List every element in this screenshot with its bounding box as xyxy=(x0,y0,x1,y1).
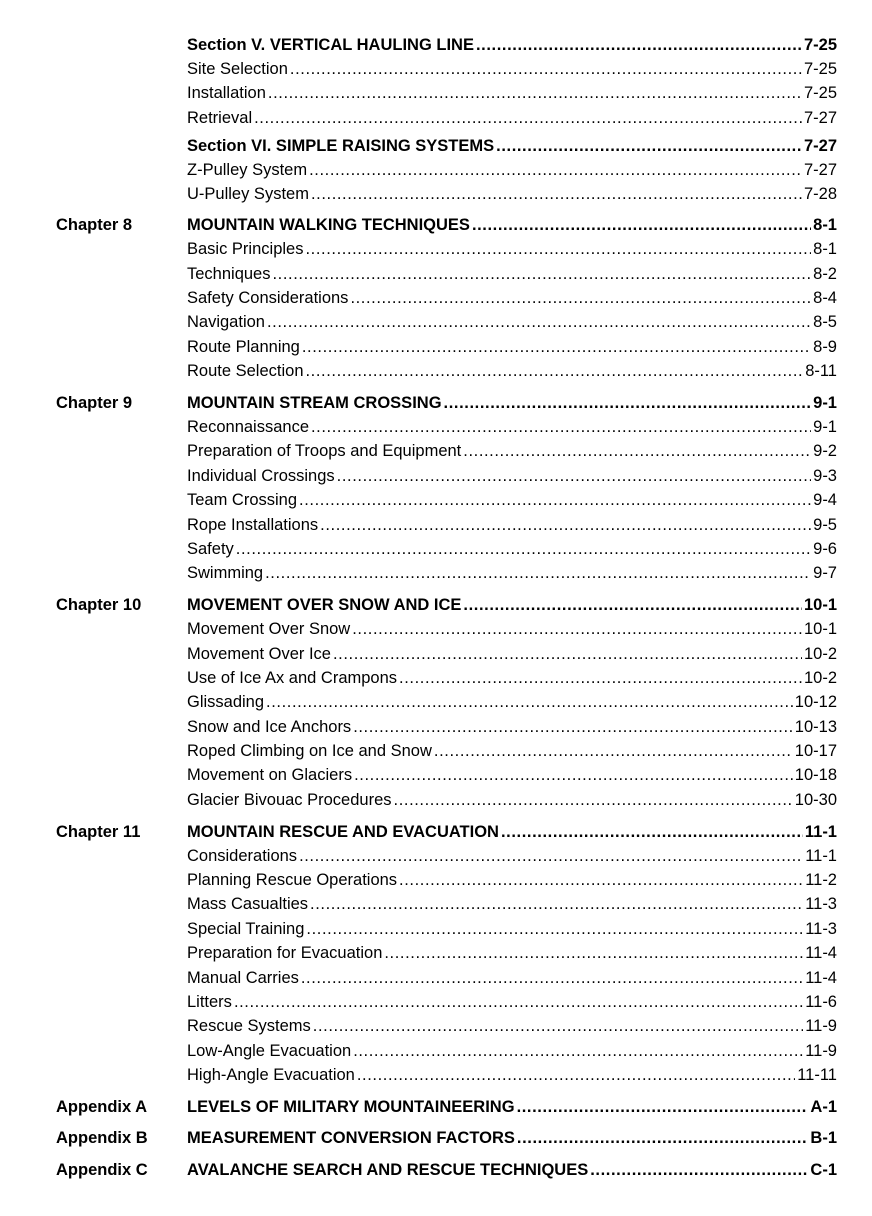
page-number: 7-27 xyxy=(803,109,837,127)
dot-leader xyxy=(265,561,811,585)
dot-leader xyxy=(272,262,811,286)
page-number: 10-1 xyxy=(803,620,837,638)
page-number: 9-3 xyxy=(813,467,837,485)
entry-title: Site Selection xyxy=(187,60,288,78)
toc-entry[interactable] xyxy=(187,106,837,130)
dot-leader xyxy=(268,81,802,105)
toc-row xyxy=(0,359,872,383)
chapter-label: Chapter 10 xyxy=(56,596,142,614)
page-number: 11-6 xyxy=(805,993,837,1011)
chapter-label: Appendix C xyxy=(56,1161,148,1179)
entry-title: Low-Angle Evacuation xyxy=(187,1042,352,1060)
page-number: 10-30 xyxy=(794,791,837,809)
entry-title: Snow and Ice Anchors xyxy=(187,718,352,736)
page-number: 9-2 xyxy=(813,442,837,460)
toc-entry[interactable] xyxy=(187,237,837,261)
entry-title: Retrieval xyxy=(187,109,253,127)
entry-title: Glacier Bivouac Procedures xyxy=(187,791,392,809)
entry-title: Reconnaissance xyxy=(187,418,309,436)
toc-entry[interactable] xyxy=(187,57,837,81)
page-number: 11-11 xyxy=(797,1066,837,1084)
entry-title: Z-Pulley System xyxy=(187,161,308,179)
toc-entry[interactable] xyxy=(187,182,837,206)
toc-row xyxy=(0,739,872,763)
page-number: 8-1 xyxy=(813,240,837,258)
toc-entry[interactable] xyxy=(187,310,837,334)
page-number: 8-9 xyxy=(813,338,837,356)
page-number: 8-1 xyxy=(813,216,837,234)
page-number: 11-2 xyxy=(805,871,837,889)
dot-leader xyxy=(399,868,803,892)
toc-row xyxy=(0,335,872,359)
dot-leader xyxy=(357,1063,795,1087)
toc-entry[interactable] xyxy=(187,464,837,488)
entry-title: Swimming xyxy=(187,564,264,582)
toc-row xyxy=(0,690,872,714)
toc-entry[interactable] xyxy=(187,286,837,310)
toc-heading-entry[interactable] xyxy=(187,1126,837,1150)
page-number: B-1 xyxy=(810,1129,837,1147)
dot-leader xyxy=(306,917,803,941)
toc-row xyxy=(0,593,872,617)
toc-entry[interactable] xyxy=(187,439,837,463)
toc-entry[interactable] xyxy=(187,715,837,739)
toc-entry[interactable] xyxy=(187,892,837,916)
toc-entry[interactable] xyxy=(187,966,837,990)
page-number: 9-7 xyxy=(813,564,837,582)
toc-row xyxy=(0,513,872,537)
entry-title: Mass Casualties xyxy=(187,895,309,913)
toc-row xyxy=(0,1039,872,1063)
toc-row xyxy=(0,1095,872,1119)
toc-row xyxy=(0,868,872,892)
page-number: 11-4 xyxy=(805,944,837,962)
entry-title: MOUNTAIN STREAM CROSSING xyxy=(187,394,442,412)
page-number: 10-13 xyxy=(794,718,837,736)
toc-row xyxy=(0,488,872,512)
page-number: 7-25 xyxy=(803,36,837,54)
toc-row xyxy=(0,81,872,105)
dot-leader xyxy=(353,715,793,739)
page-number: 11-1 xyxy=(804,823,837,841)
toc-row xyxy=(0,763,872,787)
toc-heading-entry[interactable] xyxy=(187,134,837,158)
toc-heading-entry[interactable] xyxy=(187,1095,837,1119)
page-number: 11-1 xyxy=(805,847,837,865)
dot-leader xyxy=(311,182,802,206)
toc-entry[interactable] xyxy=(187,763,837,787)
dot-leader xyxy=(309,158,802,182)
toc-heading-entry[interactable] xyxy=(187,33,837,57)
entry-title: AVALANCHE SEARCH AND RESCUE TECHNIQUES xyxy=(187,1161,589,1179)
entry-title: Movement Over Ice xyxy=(187,645,331,663)
entry-title: Roped Climbing on Ice and Snow xyxy=(187,742,432,760)
toc-row xyxy=(0,1158,872,1182)
toc-heading-entry[interactable] xyxy=(187,1158,837,1182)
page-number: 8-2 xyxy=(813,265,837,283)
page-number: 11-9 xyxy=(805,1017,837,1035)
dot-leader xyxy=(354,763,793,787)
dot-leader xyxy=(353,1039,803,1063)
entry-title: Manual Carries xyxy=(187,969,299,987)
toc-entry[interactable] xyxy=(187,488,837,512)
chapter-label: Chapter 9 xyxy=(56,394,133,412)
toc-entry[interactable] xyxy=(187,868,837,892)
entry-title: Safety xyxy=(187,540,234,558)
entry-title: Navigation xyxy=(187,313,265,331)
page-number: 7-25 xyxy=(803,60,837,78)
toc-heading-entry[interactable] xyxy=(187,213,837,237)
toc-row xyxy=(0,642,872,666)
page-number: 11-4 xyxy=(805,969,837,987)
dot-leader xyxy=(333,642,802,666)
page-number: 10-2 xyxy=(803,669,837,687)
toc-row xyxy=(0,1063,872,1087)
chapter-label: Appendix A xyxy=(56,1098,148,1116)
toc-row xyxy=(0,286,872,310)
toc-row xyxy=(0,415,872,439)
dot-leader xyxy=(320,513,811,537)
toc-row xyxy=(0,1014,872,1038)
dot-leader xyxy=(267,310,811,334)
toc-entry[interactable] xyxy=(187,617,837,641)
chapter-label: Chapter 8 xyxy=(56,216,133,234)
chapter-label: Appendix B xyxy=(56,1129,148,1147)
toc-entry[interactable] xyxy=(187,690,837,714)
toc-row xyxy=(0,106,872,130)
page-number: 8-11 xyxy=(805,362,837,380)
page-number: 9-6 xyxy=(813,540,837,558)
dot-leader xyxy=(302,335,811,359)
entry-title: Movement on Glaciers xyxy=(187,766,353,784)
dot-leader xyxy=(313,1014,803,1038)
toc-entry[interactable] xyxy=(187,1014,837,1038)
entry-title: LEVELS OF MILITARY MOUNTAINEERING xyxy=(187,1098,515,1116)
toc-row xyxy=(0,788,872,812)
page-number: 8-5 xyxy=(813,313,837,331)
page-number: A-1 xyxy=(810,1098,837,1116)
toc-row xyxy=(0,666,872,690)
page-number: 7-27 xyxy=(803,161,837,179)
page-number: 11-3 xyxy=(805,895,837,913)
toc-entry[interactable] xyxy=(187,642,837,666)
toc-row xyxy=(0,134,872,158)
page-number: 10-1 xyxy=(803,596,837,614)
dot-leader xyxy=(463,593,802,617)
dot-leader xyxy=(350,286,811,310)
entry-title: Safety Considerations xyxy=(187,289,349,307)
dot-leader xyxy=(517,1126,809,1150)
dot-leader xyxy=(299,844,803,868)
toc-row xyxy=(0,439,872,463)
toc-row xyxy=(0,182,872,206)
toc-row xyxy=(0,715,872,739)
toc-row xyxy=(0,213,872,237)
toc-row xyxy=(0,537,872,561)
dot-leader xyxy=(501,820,803,844)
dot-leader xyxy=(444,391,812,415)
entry-title: Section V. VERTICAL HAULING LINE xyxy=(187,36,474,54)
toc-row xyxy=(0,820,872,844)
entry-title: U-Pulley System xyxy=(187,185,309,203)
toc-entry[interactable] xyxy=(187,917,837,941)
entry-title: Route Selection xyxy=(187,362,304,380)
dot-leader xyxy=(234,990,803,1014)
entry-title: Section VI. SIMPLE RAISING SYSTEMS xyxy=(187,137,495,155)
entry-title: Special Training xyxy=(187,920,305,938)
entry-title: Rescue Systems xyxy=(187,1017,311,1035)
entry-title: Movement Over Snow xyxy=(187,620,351,638)
entry-title: Litters xyxy=(187,993,232,1011)
dot-leader xyxy=(472,213,811,237)
page-number: 10-12 xyxy=(794,693,837,711)
dot-leader xyxy=(305,237,811,261)
dot-leader xyxy=(590,1158,808,1182)
page-number: 9-4 xyxy=(813,491,837,509)
toc-entry[interactable] xyxy=(187,1039,837,1063)
entry-title: Techniques xyxy=(187,265,271,283)
toc-row xyxy=(0,310,872,334)
entry-title: Glissading xyxy=(187,693,265,711)
toc-entry[interactable] xyxy=(187,537,837,561)
toc-entry[interactable] xyxy=(187,415,837,439)
dot-leader xyxy=(517,1095,809,1119)
toc-entry[interactable] xyxy=(187,666,837,690)
toc-row xyxy=(0,561,872,585)
dot-leader xyxy=(266,690,793,714)
dot-leader xyxy=(299,488,811,512)
toc-heading-entry[interactable] xyxy=(187,391,837,415)
toc-row xyxy=(0,57,872,81)
dot-leader xyxy=(236,537,811,561)
entry-title: High-Angle Evacuation xyxy=(187,1066,355,1084)
dot-leader xyxy=(496,134,802,158)
dot-leader xyxy=(254,106,802,130)
toc-entry[interactable] xyxy=(187,941,837,965)
toc-heading-entry[interactable] xyxy=(187,593,837,617)
entry-title: Installation xyxy=(187,84,266,102)
toc-row xyxy=(0,941,872,965)
dot-leader xyxy=(310,892,803,916)
page-number: 10-17 xyxy=(794,742,837,760)
chapter-label: Chapter 11 xyxy=(56,823,141,841)
dot-leader xyxy=(463,439,811,463)
page-number: 11-3 xyxy=(805,920,837,938)
toc-row xyxy=(0,844,872,868)
entry-title: Rope Installations xyxy=(187,516,319,534)
page-number: 7-28 xyxy=(803,185,837,203)
entry-title: MOUNTAIN RESCUE AND EVACUATION xyxy=(187,823,499,841)
page-number: 10-2 xyxy=(803,645,837,663)
dot-leader xyxy=(394,788,793,812)
dot-leader xyxy=(352,617,802,641)
toc-entry[interactable] xyxy=(187,561,837,585)
page-number: C-1 xyxy=(810,1161,837,1179)
toc-row xyxy=(0,158,872,182)
dot-leader xyxy=(301,966,803,990)
page-number: 8-4 xyxy=(813,289,837,307)
toc-row xyxy=(0,917,872,941)
toc-entry[interactable] xyxy=(187,513,837,537)
toc-row xyxy=(0,892,872,916)
dot-leader xyxy=(399,666,802,690)
dot-leader xyxy=(476,33,802,57)
dot-leader xyxy=(434,739,793,763)
page-number: 7-25 xyxy=(803,84,837,102)
entry-title: Considerations xyxy=(187,847,298,865)
toc-entry[interactable] xyxy=(187,990,837,1014)
toc-row xyxy=(0,33,872,57)
dot-leader xyxy=(337,464,811,488)
page-number: 7-27 xyxy=(803,137,837,155)
entry-title: Planning Rescue Operations xyxy=(187,871,398,889)
page-number: 11-9 xyxy=(805,1042,837,1060)
entry-title: MEASUREMENT CONVERSION FACTORS xyxy=(187,1129,515,1147)
toc-row xyxy=(0,391,872,415)
page-number: 10-18 xyxy=(794,766,837,784)
toc-row xyxy=(0,464,872,488)
toc-entry[interactable] xyxy=(187,262,837,286)
toc-row xyxy=(0,237,872,261)
entry-title: Preparation of Troops and Equipment xyxy=(187,442,462,460)
dot-leader xyxy=(306,359,804,383)
toc-heading-entry[interactable] xyxy=(187,820,837,844)
toc-row xyxy=(0,617,872,641)
entry-title: Route Planning xyxy=(187,338,300,356)
entry-title: Use of Ice Ax and Crampons xyxy=(187,669,398,687)
toc-row xyxy=(0,1126,872,1150)
entry-title: Preparation for Evacuation xyxy=(187,944,383,962)
dot-leader xyxy=(290,57,802,81)
entry-title: MOVEMENT OVER SNOW AND ICE xyxy=(187,596,462,614)
toc-entry[interactable] xyxy=(187,335,837,359)
toc-entry[interactable] xyxy=(187,81,837,105)
entry-title: Team Crossing xyxy=(187,491,298,509)
dot-leader xyxy=(311,415,811,439)
toc-row xyxy=(0,966,872,990)
toc-row xyxy=(0,262,872,286)
toc-entry[interactable] xyxy=(187,158,837,182)
toc-row xyxy=(0,990,872,1014)
page-number: 9-5 xyxy=(813,516,837,534)
toc-entry[interactable] xyxy=(187,1063,837,1087)
toc-entry[interactable] xyxy=(187,739,837,763)
toc-entry[interactable] xyxy=(187,788,837,812)
toc-entry[interactable] xyxy=(187,359,837,383)
page-number: 9-1 xyxy=(813,394,837,412)
entry-title: MOUNTAIN WALKING TECHNIQUES xyxy=(187,216,470,234)
toc-entry[interactable] xyxy=(187,844,837,868)
page-number: 9-1 xyxy=(813,418,837,436)
entry-title: Individual Crossings xyxy=(187,467,335,485)
dot-leader xyxy=(384,941,803,965)
entry-title: Basic Principles xyxy=(187,240,304,258)
